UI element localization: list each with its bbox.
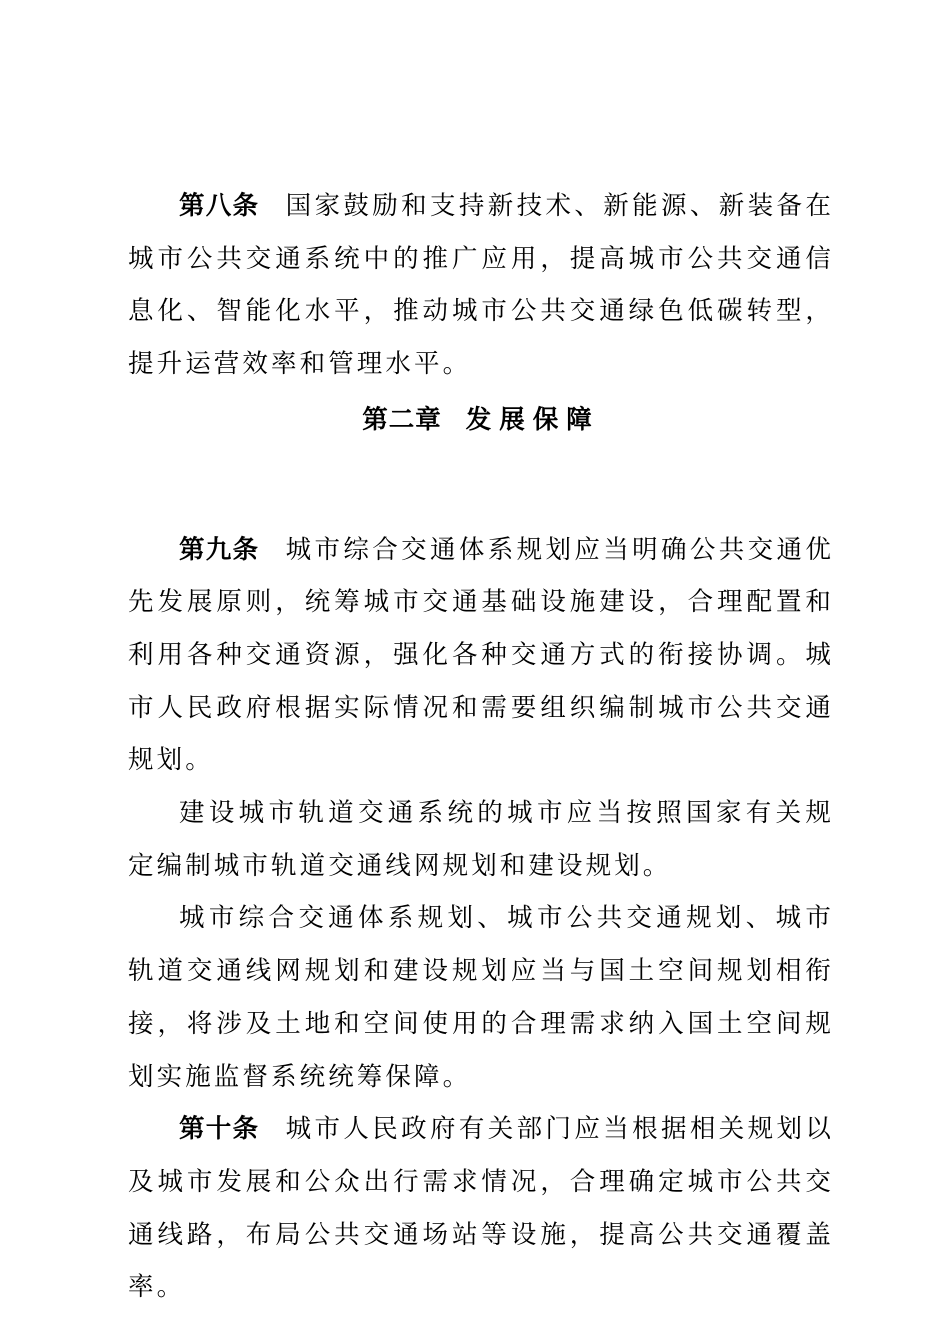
article-9-label: 第九条: [179, 534, 260, 565]
article-10-text: 城市人民政府有关部门应当根据相关规划以及城市发展和公众出行需求情况，合理确定城市公共交通线路，布局公共交通场站等设施，提高公共交通覆盖率。: [128, 1114, 834, 1303]
chapter-number: 第二章: [362, 404, 442, 435]
article-9-paragraph-3: 城市综合交通体系规划、城市公共交通规划、城市轨道交通线网规划和建设规划应当与国土空间规划相衔接，将涉及土地和空间使用的合理需求纳入国土空间规划实施监督系统统筹保障。: [128, 903, 834, 1092]
article-9-text: 城市综合交通体系规划应当明确公共交通优先发展原则，统筹城市交通基础设施建设，合理配置和利用各种交通资源，强化各种交通方式的衔接协调。城市人民政府根据实际情况和需要组织编制城市公共交通规划。: [128, 534, 834, 776]
article-8-text: 国家鼓励和支持新技术、新能源、新装备在城市公共交通系统中的推广应用，提高城市公共交通信息化、智能化水平，推动城市公共交通绿色低碳转型，提升运营效率和管理水平。: [128, 191, 834, 380]
article-9-paragraph-2: 建设城市轨道交通系统的城市应当按照国家有关规定编制城市轨道交通线网规划和建设规划。: [128, 798, 834, 881]
document-body: [128, 180, 834, 1314]
article-10-label: 第十条: [179, 1114, 260, 1145]
article-8-paragraph: [128, 180, 834, 391]
article-10-paragraph: [128, 1103, 834, 1314]
chapter-title: 发展保障: [465, 404, 600, 435]
chapter-heading: [128, 394, 834, 447]
article-9-paragraph: [128, 524, 834, 788]
article-8-label: 第八条: [179, 191, 260, 221]
